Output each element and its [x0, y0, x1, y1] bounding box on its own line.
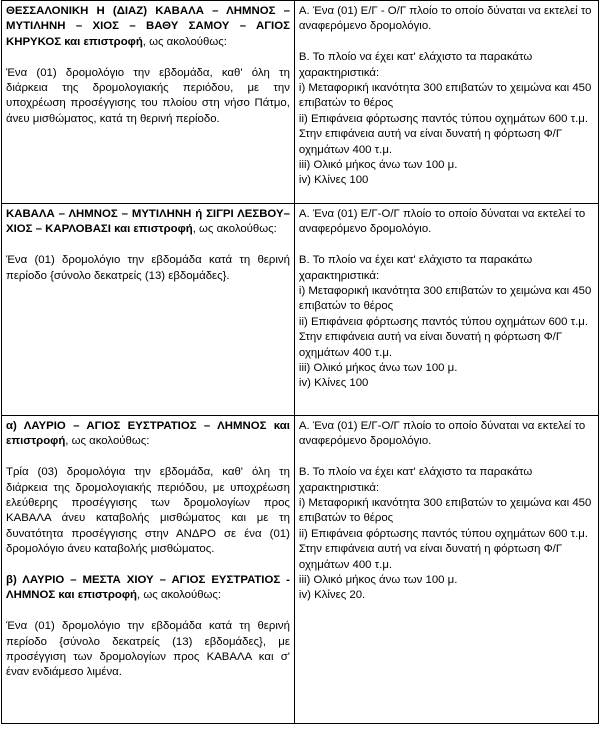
table-row	[2, 204, 599, 416]
route-heading	[6, 4, 290, 50]
table-row	[2, 1, 599, 204]
route-suffix: , ως ακολούθως:	[65, 435, 150, 448]
characteristic-item: iii) Ολικό μήκος άνω των 100 μ.	[298, 574, 458, 587]
characteristics-intro: Β. Το πλοίο να έχει κατ' ελάχιστο τα παρακάτω χαρακτηριστικά:	[298, 254, 533, 282]
vessel-requirements-cell	[294, 416, 598, 724]
route-description: Ένα (01) δρομολόγιο την εβδομάδα, καθ' όλη τη διάρκεια της δρομολογιακής περιόδου, με την υποχρέωση προσέγγισης του πλοίου στη νήσο Πάτμο, άνευ μισθώματος, κατά τη θερινή περίοδο.	[6, 66, 290, 125]
route-heading	[6, 573, 290, 604]
route-description: Ένα (01) δρομολόγιο την εβδομάδα κατά τη θερινή περίοδο {σύνολο δεκατρείς (13) εβδομάδες}, με προσέγγιση των δρομολογίων προς ΚΑΒΑΛΑ και σ' έναν ενδιάμεσο λιμένα.	[6, 620, 290, 679]
characteristic-item: iv) Κλίνες 100	[298, 377, 369, 390]
characteristic-item: ii) Επιφάνεια φόρτωσης παντός τύπου οχημάτων 600 τ.μ. Στην επιφάνεια αυτή να είναι δυνατή η φόρτωση Φ/Γ οχημάτων 400 τ.μ.	[298, 315, 589, 359]
characteristics-intro: Β. Το πλοίο να έχει κατ' ελάχιστο τα παρακάτω χαρακτηριστικά:	[298, 51, 533, 79]
route-name: ΘΕΣΣΑΛΟΝΙΚΗ Η (ΔΙΑΖ) ΚΑΒΑΛΑ – ΛΗΜΝΟΣ – ΜΥΤΙΛΗΝΗ – ΧΙΟΣ – ΒΑΘΥ ΣΑΜΟΥ – ΑΓΙΟΣ ΚΗΡΥΚΟΣ και επιστροφή	[6, 5, 290, 48]
characteristic-item: ii) Επιφάνεια φόρτωσης παντός τύπου οχημάτων 600 τ.μ. Στην επιφάνεια αυτή να είναι δυνατή η φόρτωση Φ/Γ οχημάτων 400 τ.μ.	[298, 527, 589, 571]
vessel-type: Α. Ένα (01) Ε/Γ-Ο/Γ πλοίο το οποίο δύναται να εκτελεί το αναφερόμενο δρομολόγιο.	[298, 420, 586, 448]
routes-table	[1, 0, 599, 724]
vessel-requirements-cell	[294, 1, 598, 204]
characteristics-intro: Β. Το πλοίο να έχει κατ' ελάχιστο τα παρακάτω χαρακτηριστικά:	[298, 466, 533, 494]
vessel-requirements-cell	[294, 204, 598, 416]
route-suffix: , ως ακολούθως:	[142, 35, 227, 48]
characteristic-item: iii) Ολικό μήκος άνω των 100 μ.	[298, 362, 458, 375]
vessel-type: Α. Ένα (01) Ε/Γ - Ο/Γ πλοίο το οποίο δύναται να εκτελεί το αναφερόμενο δρομολόγιο.	[298, 5, 592, 33]
characteristic-item: ii) Επιφάνεια φόρτωσης παντός τύπου οχημάτων 600 τ.μ. Στην επιφάνεια αυτή να είναι δυνατή η φόρτωση Φ/Γ οχημάτων 400 τ.μ.	[298, 112, 589, 156]
characteristic-item: iv) Κλίνες 20.	[298, 589, 366, 602]
characteristic-item: iii) Ολικό μήκος άνω των 100 μ.	[298, 159, 458, 172]
characteristic-item: i) Μεταφορική ικανότητα 300 επιβατών το χειμώνα και 450 επιβατών το θέρος	[298, 82, 592, 110]
route-description: Ένα (01) δρομολόγιο την εβδομάδα κατά τη θερινή περίοδο {σύνολο δεκατρείς (13) εβδομάδες}.	[6, 254, 290, 282]
route-description: Τρία (03) δρομολόγια την εβδομάδα, καθ' όλη τη διάρκεια της δρομολογιακής περιόδου, με υποχρέωση ελεύθερης προσέγγισης των δρομολογίων προς ΚΑΒΑΛΑ άνευ καταβολής μισθώματος και με τη δυνατότητα προσέγγισης στην ΑΝΔΡΟ σε ένα (01) δρομολόγιο άνευ καταβολής μισθώματος.	[6, 466, 290, 556]
route-cell	[2, 1, 295, 204]
route-suffix: , ως ακολούθως:	[192, 223, 277, 236]
route-heading	[6, 207, 290, 238]
route-cell	[2, 416, 295, 724]
vessel-type: Α. Ένα (01) Ε/Γ-Ο/Γ πλοίο το οποίο δύναται να εκτελεί το αναφερόμενο δρομολόγιο.	[298, 208, 586, 236]
route-name: α) ΛΑΥΡΙΟ – ΑΓΙΟΣ ΕΥΣΤΡΑΤΙΟΣ – ΛΗΜΝΟΣ και επιστροφή	[6, 420, 290, 448]
table-row	[2, 416, 599, 724]
route-heading	[6, 419, 290, 450]
route-suffix: , ως ακολούθως:	[136, 589, 222, 602]
characteristic-item: i) Μεταφορική ικανότητα 300 επιβατών το χειμώνα και 450 επιβατών το θέρος	[298, 285, 592, 313]
characteristic-item: i) Μεταφορική ικανότητα 300 επιβατών το χειμώνα και 450 επιβατών το θέρος	[298, 497, 592, 525]
characteristic-item: iv) Κλίνες 100	[298, 174, 369, 187]
route-name: β) ΛΑΥΡΙΟ – ΜΕΣΤΑ ΧΙΟΥ – ΑΓΙΟΣ ΕΥΣΤΡΑΤΙΟΣ - ΛΗΜΝΟΣ και επιστροφή	[6, 574, 290, 602]
route-name: ΚΑΒΑΛΑ – ΛΗΜΝΟΣ – ΜΥΤΙΛΗΝΗ ή ΣΙΓΡΙ ΛΕΣΒΟΥ– ΧΙΟΣ – ΚΑΡΛΟΒΑΣΙ και επιστροφή	[6, 208, 290, 236]
route-cell	[2, 204, 295, 416]
